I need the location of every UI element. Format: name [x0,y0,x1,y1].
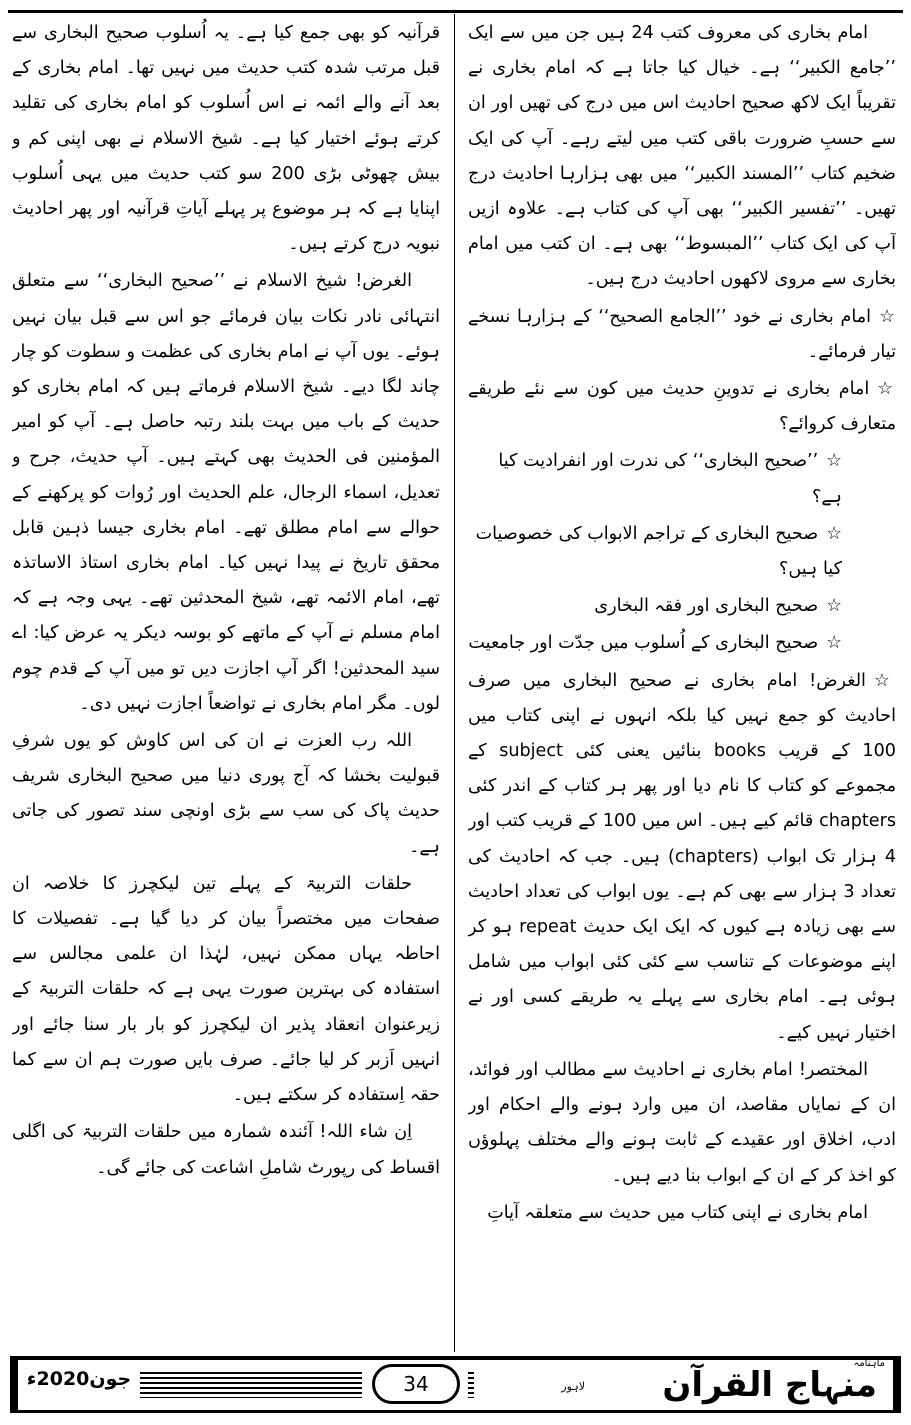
top-rule [8,10,903,13]
masthead-mahnama: ماہنامہ [853,1358,885,1369]
list-item: ☆ صحیح البخاری اور فقہ البخاری [468,589,896,624]
masthead-city: لاہور [561,1380,585,1393]
footer-rule [10,1410,901,1413]
footer-corner [10,1356,18,1413]
list-item: ☆ امام بخاری نے خود ’’الجامع الصحیح‘‘ کے ہزارہا نسخے تیار فرمائے۔ [468,300,896,370]
paragraph: امام بخاری نے اپنی کتاب میں حدیث سے متعلقہ آیاتِ [487,1202,868,1223]
list-item: ☆ ’’صحیح البخاری‘‘ کی ندرت اور انفرادیت کیا ہے؟ [468,444,896,514]
list-item: ☆ امام بخاری نے تدوینِ حدیث میں کون سے نئے طریقے متعارف کروائے؟ [468,372,896,442]
footer-hatch [140,1372,362,1398]
paragraph: اللہ رب العزت نے ان کی اس کاوش کو یوں شرفِ قبولیت بخشا کہ آج پوری دنیا میں صحیح البخاری شریف حدیث پاک کی سب سے بڑی اونچی سند تصور کی جاتی ہے۔ [12,731,440,857]
list-item: ☆ الغرض! امام بخاری نے صحیح البخاری میں صرف احادیث کو جمع نہیں کیا بلکہ انہوں نے اپنی کتاب میں 100 کے قریب books بنائیں یعنی کئی subject کے مجموعے کو کتاب کا نام دیا اور پھر ہر کتاب کے اندر کئی chapters قائم کیے ہیں۔ اس میں 100 کے قریب کتب اور 4 ہزار تک ابواب (chapters) ہیں۔ جب کہ احادیث کی تعداد 3 ہزار سے بھی کم ہے۔ یوں ابواب کی تعداد احادیث سے بھی زیادہ ہے کیوں کہ ایک ایک حدیث repeat ہو کر اپنے موضوعات کے تناسب سے کئی کئی ابواب میں شامل ہوئی ہے۔ امام بخاری سے پہلے یہ طریقے کسی اور نے اختیار نہیں کیے۔ [468,664,896,1051]
paragraph: حلقات التربیۃ کے پہلے تین لیکچرز کا خلاصہ ان صفحات میں مختصراً بیان کر دیا گیا ہے۔ تفصیلات کا احاطہ یہاں ممکن نہیں، لہٰذا ان علمی مجالس سے استفادہ کی بہترین صورت یہی ہے کہ حلقات التربیۃ کے زیرعنوان انعقاد پذیر ان لیکچرز کو بار بار سنا جائے اور انہیں اَزبر کر لیا جائے۔ صرف بایں صورت ہم ان سے کما حقہ اِستفادہ کر سکتے ہیں۔ [12,873,440,1106]
issue-date: جون2020ء [26,1368,132,1390]
paragraph: الغرض! شیخ الاسلام نے ’’صحیح البخاری‘‘ سے متعلق انتہائی نادر نکات بیان فرمائے جو اس سے قبل بیان نہیں ہوئے۔ یوں آپ نے امام بخاری کی عظمت و سطوت کو چار چاند لگا دیے۔ شیخ الاسلام فرماتے ہیں کہ امام بخاری کو حدیث کے باب میں بہت بلند رتبہ حاصل ہے۔ آپ کو امیر المؤمنین فی الحدیث بھی کہتے ہیں۔ آپ حدیث، جرح و تعدیل، اسماء الرجال، علم الحدیث اور رُوات کو پرکھنے کے حوالے سے امام مطلق تھے۔ امام بخاری جیسا ذہین قابل محقق تاریخ نے پیدا نہیں کیا۔ امام بخاری استاذ الاساتذہ تھے، امام الائمہ تھے، شیخ المحدثین تھے۔ یہی وجہ ہے کہ امام مسلم نے آپ کے ماتھے کو بوسہ دیکر یہ عرض کیا: اے سید المحدثین! اگر آپ اجازت دیں تو میں آپ کے قدم چوم لوں۔ مگر امام بخاری نے تواضعاً اجازت نہیں دی۔ [12,271,440,714]
right-column [468,16,896,1348]
footer-corner [893,1356,901,1413]
page-footer [10,1354,901,1416]
list-item: ☆ صحیح البخاری کے تراجم الابواب کی خصوصیات کیا ہیں؟ [468,517,896,587]
paragraph: امام بخاری کی معروف کتب 24 ہیں جن میں سے ایک ’’جامع الکبیر‘‘ ہے۔ خیال کیا جاتا ہے کہ امام بخاری نے تقریباً ایک لاکھ صحیح احادیث اس میں درج کی تھیں اور ان سے حسبِ ضرورت باقی کتب میں لیتے رہے۔ آپ کی ایک ضخیم کتاب ’’المسند الکبیر‘‘ میں بھی ہزارہا احادیث درج تھیں۔ ’’تفسیر الکبیر‘‘ بھی آپ کی کتاب ہے۔ علاوہ ازیں آپ کی ایک کتاب ’’المبسوط‘‘ بھی ہے۔ ان کتب میں امام بخاری سے مروی لاکھوں احادیث درج ہیں۔ [468,23,896,290]
page-number: 34 [372,1364,460,1404]
paragraph: المختصر! امام بخاری نے احادیث سے مطالب اور فوائد، ان کے نمایاں مقاصد، ان میں وارد ہونے والے احکام اور ادب، اخلاق اور عقیدے کے ثابت ہونے والے مختلف پہلوؤں کو اخذ کر کے ان کے ابواب بنا دیے ہیں۔ [468,1059,896,1186]
masthead-title: منہاج القرآن [662,1365,877,1405]
paragraph: اِن شاء اللہ! آئندہ شمارہ میں حلقات التربیۃ کی اگلی اقساط کی رپورٹ شاملِ اشاعت کی جائے گی۔ [12,1122,440,1178]
left-column [12,16,440,1348]
list-item: ☆ صحیح البخاری کے اُسلوب میں جدّت اور جامعیت [468,626,896,661]
column-divider [454,14,455,1352]
paragraph: قرآنیہ کو بھی جمع کیا ہے۔ یہ اُسلوب صحیح البخاری سے قبل مرتب شدہ کتب حدیث میں نہیں تھا۔ امام بخاری کے بعد آنے والے ائمہ نے اس اُسلوب کو امام بخاری کی تقلید کرتے ہوئے اختیار کیا ہے۔ شیخ الاسلام نے بھی اپنی کم و بیش چھوٹی بڑی 200 سو کتب حدیث میں یہی اُسلوب اپنایا ہے کہ ہر موضوع پر پہلے آیاتِ قرآنیہ اور پھر احادیث نبویہ درج کرتے ہیں۔ [12,23,440,255]
magazine-masthead [465,1358,885,1410]
